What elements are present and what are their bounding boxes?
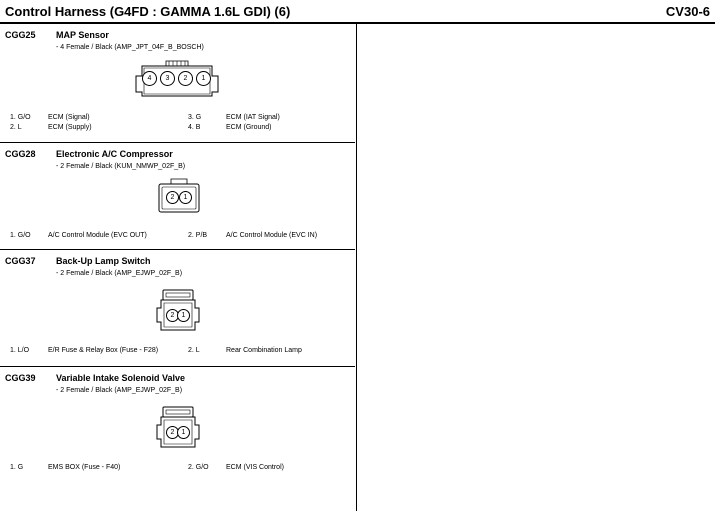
connector-code: CGG39 [5,373,36,383]
pin-2: 2 [166,309,179,322]
connector-diagram [155,286,201,341]
pin-description: A/C Control Module (EVC OUT) [48,232,147,239]
pin-label: 1. L/O [10,347,30,354]
connector-spec: - 4 Female / Black (AMP_JPT_04F_B_BOSCH) [56,44,204,51]
pin-description: E/R Fuse & Relay Box (Fuse - F28) [48,347,159,354]
page-title: Control Harness (G4FD : GAMMA 1.6L GDI) (6) [5,4,291,19]
connector-code: CGG28 [5,149,36,159]
pin-2: 2 [178,71,193,86]
pin-description: ECM (VIS Control) [226,464,284,471]
connector-name: Back-Up Lamp Switch [56,256,151,266]
pin-label: 3. G [188,114,202,121]
pin-label: 2. L [188,347,200,354]
connector-code: CGG37 [5,256,36,266]
connector-cgg25 [0,24,355,142]
connector-diagram [132,56,222,107]
pin-description: ECM (Signal) [48,114,90,121]
connector-spec: - 2 Female / Black (KUM_NMWP_02F_B) [56,163,186,170]
pin-description: ECM (Supply) [48,124,92,131]
pin-2: 2 [166,191,179,204]
pin-label: 1. G/O [10,232,31,239]
pin-description: ECM (Ground) [226,124,272,131]
pin-description: Rear Combination Lamp [226,347,302,354]
connector-code: CGG25 [5,30,36,40]
pin-description: ECM (IAT Signal) [226,114,280,121]
pin-1: 1 [179,191,192,204]
page-header [0,0,715,24]
pin-description: A/C Control Module (EVC IN) [226,232,318,239]
pin-label: 2. G/O [188,464,209,471]
pin-1: 1 [196,71,211,86]
pin-label: 2. P/B [188,232,208,239]
column-divider [356,24,357,511]
connector-diagram [157,177,201,222]
pin-4: 4 [142,71,157,86]
connector-name: Electronic A/C Compressor [56,149,173,159]
pin-3: 3 [160,71,175,86]
connector-spec: - 2 Female / Black (AMP_EJWP_02F_B) [56,387,183,394]
pin-description: EMS BOX (Fuse - F40) [48,464,121,471]
page-code: CV30-6 [665,4,710,19]
connector-name: Variable Intake Solenoid Valve [56,373,186,383]
pin-1: 1 [177,309,190,322]
connector-list [0,24,356,511]
pin-label: 4. B [188,124,201,131]
connector-cgg28 [0,143,355,249]
connector-spec: - 2 Female / Black (AMP_EJWP_02F_B) [56,270,183,277]
pin-label: 1. G [10,464,24,471]
connector-cgg37 [0,250,355,366]
pin-label: 1. G/O [10,114,31,121]
pin-label: 2. L [10,124,22,131]
pin-1: 1 [177,426,190,439]
connector-cgg39 [0,367,355,511]
connector-name: MAP Sensor [56,30,109,40]
pin-2: 2 [166,426,179,439]
connector-diagram [155,403,201,458]
